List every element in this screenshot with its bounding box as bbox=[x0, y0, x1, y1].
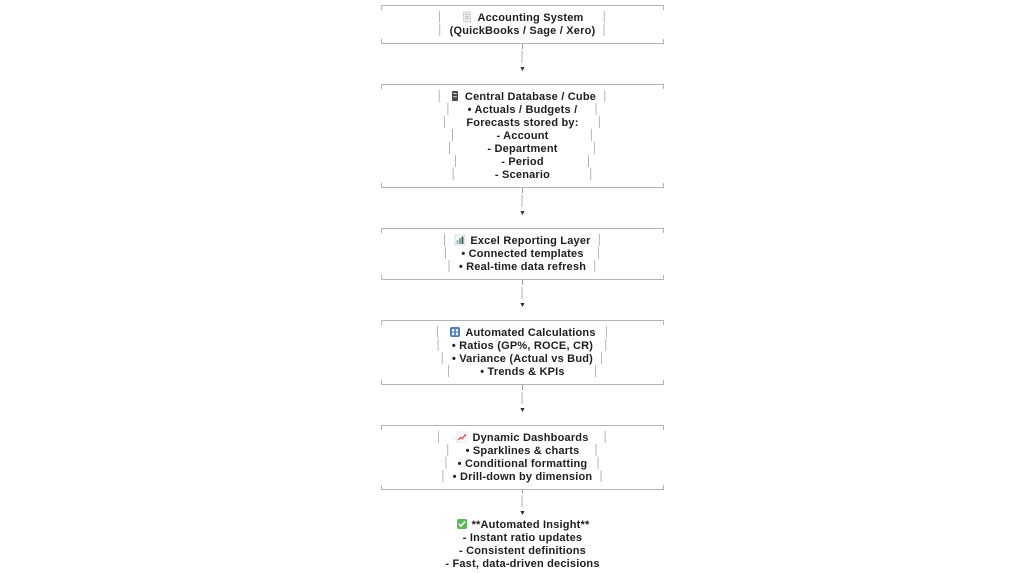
box-right-pipe: │ bbox=[601, 25, 608, 36]
flow-box-title bbox=[381, 90, 664, 103]
box-corner-tick bbox=[381, 380, 382, 384]
box-right-pipe: │ bbox=[595, 248, 603, 259]
flow-box-title bbox=[381, 431, 664, 444]
connector-stub bbox=[522, 188, 523, 193]
flow-box-line bbox=[381, 168, 664, 181]
box-left-pipe: │ bbox=[440, 471, 447, 482]
arrow-down-icon: ▼ bbox=[519, 66, 526, 73]
box-right-pipe: │ bbox=[603, 340, 610, 351]
box-left-pipe: │ bbox=[441, 117, 449, 128]
flowchart bbox=[381, 5, 664, 570]
label-text: • Drill-down by dimension bbox=[452, 470, 593, 483]
box-corner-tick bbox=[663, 183, 664, 187]
label-text: Accounting System bbox=[477, 11, 584, 24]
flow-box-title bbox=[381, 518, 664, 531]
flow-result-automated-insight bbox=[381, 518, 664, 570]
flow-box-accounting-system bbox=[381, 5, 664, 44]
box-corner-tick bbox=[381, 6, 382, 10]
label-text: Automated Calculations bbox=[465, 326, 596, 339]
flow-box-line bbox=[381, 260, 664, 273]
box-corner-tick bbox=[381, 426, 382, 430]
label-text: • Real-time data refresh bbox=[458, 260, 587, 273]
box-corner-tick bbox=[381, 275, 382, 279]
connector-bar: │ bbox=[519, 288, 526, 299]
flow-box-line bbox=[381, 129, 664, 142]
box-left-pipe: │ bbox=[449, 130, 457, 141]
connector-bar: │ bbox=[519, 52, 526, 63]
arrow-down-icon: ▼ bbox=[519, 407, 526, 414]
flow-box-line bbox=[381, 544, 664, 557]
box-right-pipe: │ bbox=[596, 117, 604, 128]
box-right-pipe: │ bbox=[598, 471, 605, 482]
box-corner-tick bbox=[381, 183, 382, 187]
flow-box-title bbox=[381, 326, 664, 339]
flow-connector bbox=[381, 280, 664, 320]
label-text: • Sparklines & charts bbox=[465, 444, 580, 457]
box-left-pipe: │ bbox=[442, 248, 450, 259]
flow-box-excel-reporting-layer bbox=[381, 228, 664, 280]
box-left-pipe: │ bbox=[452, 156, 460, 167]
label-text: • Ratios (GP%, ROCE, CR) bbox=[451, 339, 594, 352]
label-text: Central Database / Cube bbox=[464, 90, 597, 103]
flow-box-line bbox=[381, 557, 664, 570]
label-text: • Variance (Actual vs Bud) bbox=[451, 352, 594, 365]
label-text: Forecasts stored by: bbox=[466, 116, 579, 129]
box-right-pipe: │ bbox=[596, 235, 604, 246]
connector-bar: │ bbox=[519, 496, 526, 507]
box-left-pipe: │ bbox=[437, 25, 444, 36]
check-icon bbox=[456, 518, 468, 530]
flow-box-line bbox=[381, 470, 664, 483]
box-left-pipe: │ bbox=[443, 458, 450, 469]
box-corner-tick bbox=[663, 6, 664, 10]
box-corner-tick bbox=[381, 39, 382, 43]
flow-box-line bbox=[381, 155, 664, 168]
box-corner-tick bbox=[381, 321, 382, 325]
file-cabinet-icon bbox=[449, 90, 461, 102]
flow-box-dynamic-dashboards bbox=[381, 425, 664, 490]
flow-box-title bbox=[381, 234, 664, 247]
box-right-pipe: │ bbox=[593, 445, 600, 456]
flow-box-line bbox=[381, 103, 664, 116]
box-right-pipe: │ bbox=[588, 130, 596, 141]
receipt-icon bbox=[461, 11, 473, 23]
box-left-pipe: │ bbox=[435, 340, 442, 351]
box-corner-tick bbox=[663, 380, 664, 384]
box-right-pipe: │ bbox=[591, 143, 599, 154]
box-left-pipe: │ bbox=[445, 445, 452, 456]
flow-box-line bbox=[381, 116, 664, 129]
box-right-pipe: │ bbox=[603, 327, 611, 338]
box-right-pipe: │ bbox=[601, 12, 608, 23]
box-right-pipe: │ bbox=[595, 458, 602, 469]
box-right-pipe: │ bbox=[585, 156, 593, 167]
label-text: Dynamic Dashboards bbox=[472, 431, 589, 444]
flow-connector bbox=[381, 44, 664, 84]
box-corner-tick bbox=[381, 485, 382, 489]
box-right-pipe: │ bbox=[599, 353, 606, 364]
label-text: **Automated Insight** bbox=[471, 518, 590, 531]
flow-box-line bbox=[381, 247, 664, 260]
box-corner-tick bbox=[663, 485, 664, 489]
flow-box-line bbox=[381, 339, 664, 352]
label-text: - Account bbox=[496, 129, 549, 142]
flow-connector bbox=[381, 490, 664, 518]
arrow-down-icon: ▼ bbox=[519, 510, 526, 517]
connector-stub bbox=[522, 280, 523, 285]
connector-bar: │ bbox=[519, 393, 526, 404]
box-corner-tick bbox=[663, 275, 664, 279]
box-left-pipe: │ bbox=[441, 235, 449, 246]
flow-box-line bbox=[381, 531, 664, 544]
box-corner-tick bbox=[663, 321, 664, 325]
box-corner-tick bbox=[381, 85, 382, 89]
box-left-pipe: │ bbox=[437, 12, 444, 23]
box-corner-tick bbox=[663, 229, 664, 233]
flow-box-line bbox=[381, 444, 664, 457]
flow-box-title bbox=[381, 11, 664, 24]
arrow-down-icon: ▼ bbox=[519, 302, 526, 309]
box-corner-tick bbox=[381, 229, 382, 233]
box-right-pipe: │ bbox=[602, 432, 609, 443]
flow-box-line bbox=[381, 24, 664, 37]
box-left-pipe: │ bbox=[445, 104, 452, 115]
label-text: Excel Reporting Layer bbox=[470, 234, 591, 247]
connector-stub bbox=[522, 490, 523, 493]
flow-box-line bbox=[381, 365, 664, 378]
label-text: - Department bbox=[487, 142, 558, 155]
box-right-pipe: │ bbox=[602, 91, 609, 102]
flow-connector bbox=[381, 385, 664, 425]
flow-box-line bbox=[381, 457, 664, 470]
bar-chart-icon bbox=[454, 234, 466, 246]
flow-box-line bbox=[381, 352, 664, 365]
box-corner-tick bbox=[663, 85, 664, 89]
box-left-pipe: │ bbox=[446, 261, 453, 272]
label-text: - Scenario bbox=[494, 168, 551, 181]
label-text: - Period bbox=[501, 155, 544, 168]
label-text: (QuickBooks / Sage / Xero) bbox=[449, 24, 596, 37]
label-text: - Fast, data-driven decisions bbox=[445, 557, 600, 570]
box-left-pipe: │ bbox=[434, 327, 442, 338]
box-right-pipe: │ bbox=[592, 366, 600, 377]
flow-box-automated-calculations bbox=[381, 320, 664, 385]
numbers-icon bbox=[449, 326, 461, 338]
connector-stub bbox=[522, 44, 523, 49]
arrow-down-icon: ▼ bbox=[519, 210, 526, 217]
label-text: • Connected templates bbox=[461, 247, 584, 260]
box-left-pipe: │ bbox=[450, 169, 457, 180]
label-text: - Instant ratio updates bbox=[462, 531, 583, 544]
label-text: - Consistent definitions bbox=[458, 544, 587, 557]
box-left-pipe: │ bbox=[439, 353, 446, 364]
flow-box-line bbox=[381, 142, 664, 155]
label-text: • Conditional formatting bbox=[457, 457, 588, 470]
box-left-pipe: │ bbox=[436, 432, 443, 443]
connector-stub bbox=[522, 385, 523, 390]
box-corner-tick bbox=[663, 39, 664, 43]
connector-bar: │ bbox=[519, 196, 526, 207]
flow-connector bbox=[381, 188, 664, 228]
label-text: • Actuals / Budgets / bbox=[467, 103, 578, 116]
box-right-pipe: │ bbox=[588, 169, 595, 180]
box-left-pipe: │ bbox=[436, 91, 443, 102]
box-corner-tick bbox=[663, 426, 664, 430]
box-left-pipe: │ bbox=[446, 143, 454, 154]
label-text: • Trends & KPIs bbox=[480, 365, 565, 378]
box-right-pipe: │ bbox=[592, 261, 599, 272]
flow-box-central-database bbox=[381, 84, 664, 188]
box-right-pipe: │ bbox=[593, 104, 600, 115]
line-chart-icon bbox=[456, 431, 468, 443]
box-left-pipe: │ bbox=[445, 366, 453, 377]
